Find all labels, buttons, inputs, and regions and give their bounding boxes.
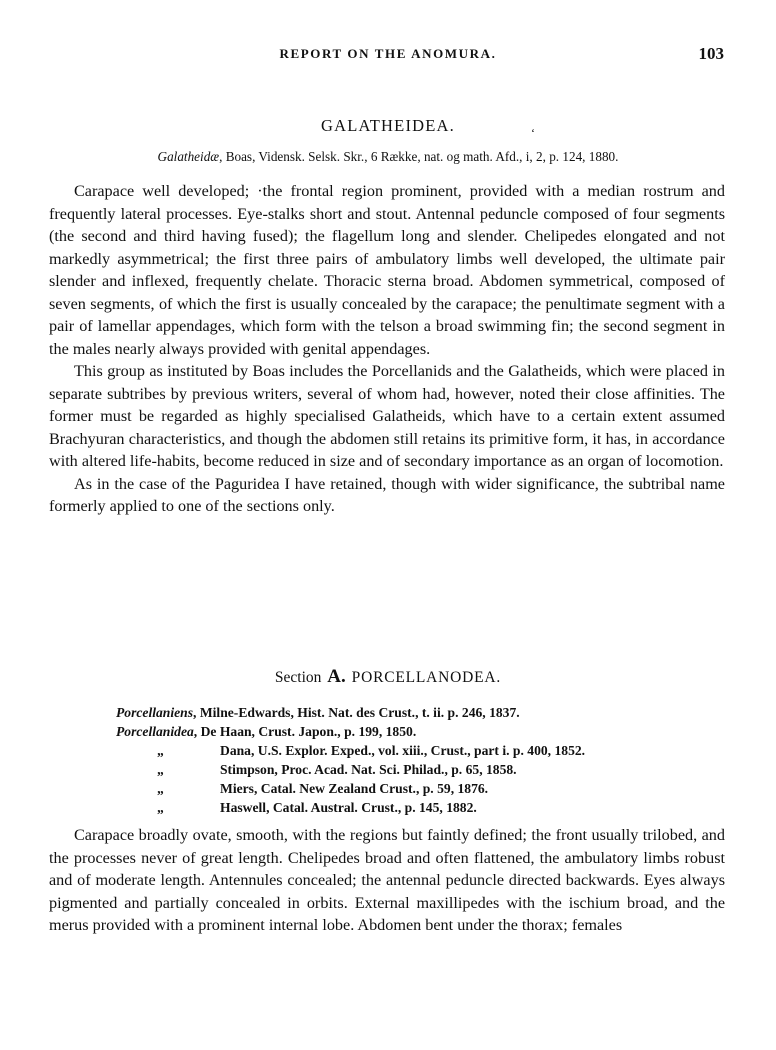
synonym-reference: Stimpson, Proc. Acad. Nat. Sci. Philad., p. 65, 1858. bbox=[220, 762, 517, 777]
synonym-reference: , De Haan, Crust. Japon., p. 199, 1850. bbox=[193, 724, 417, 739]
synonymy-list bbox=[116, 703, 736, 817]
running-head bbox=[0, 44, 776, 68]
paragraph-porcellanodea-characters: Carapace broadly ovate, smooth, with the regions but faintly defined; the front usually trilobed, and the processes never of great length. Chelipedes broad and often flattened, the ambulatory limbs robust and of moderate length. Antennules concealed; the antennal peduncle directed backwards. Eyes always pigmented and partially concealed in orbits. External maxillipedes with the ischium broad, and the merus provided with a prominent internal lobe. Abdomen bent under the thorax; females bbox=[49, 826, 725, 934]
synonym-reference: , Milne-Edwards, Hist. Nat. des Crust., t. ii. p. 246, 1837. bbox=[193, 705, 520, 720]
synonym-name: Porcellanidea bbox=[116, 724, 194, 739]
body-text-porcellanodea bbox=[49, 824, 725, 937]
synonym-name: Porcellaniens bbox=[116, 705, 194, 720]
paragraph-classification: This group as instituted by Boas includes the Porcellanids and the Galatheids, which were placed in separate subtribes by previous writers, several of whom had, however, noted their close affinities. The former must be regarded as highly specialised Galatheids, which have to a certain extent assumed Brachyuran characteristics, and though the abdomen still retains its primitive form, it has, in accordance with altered life-habits, become reduced in size and of secondary importance as an organ of locomotion. bbox=[49, 362, 725, 470]
citation-reference: , Boas, Vidensk. Selsk. Skr., 6 Række, nat. og math. Afd., i, 2, p. 124, 1880. bbox=[219, 149, 619, 164]
subsection-heading bbox=[0, 666, 776, 688]
running-title: REPORT ON THE ANOMURA. bbox=[279, 46, 497, 61]
section-citation bbox=[0, 149, 776, 165]
synonymy-entry bbox=[116, 779, 736, 798]
stray-mark: ʻ bbox=[531, 126, 535, 140]
ditto-mark: „ bbox=[157, 743, 164, 758]
synonym-reference: Dana, U.S. Explor. Exped., vol. xiii., Crust., part i. p. 400, 1852. bbox=[220, 743, 586, 758]
ditto-mark: „ bbox=[157, 762, 164, 777]
subsection-letter: A. bbox=[327, 666, 346, 687]
synonymy-entry bbox=[116, 760, 736, 779]
ditto-mark: „ bbox=[157, 781, 164, 796]
synonym-reference: Miers, Catal. New Zealand Crust., p. 59, 1876. bbox=[220, 781, 489, 796]
paragraph-naming: As in the case of the Paguridea I have retained, though with wider significance, the subtribal name formerly applied to one of the sections only. bbox=[49, 474, 725, 515]
citation-taxon: Galatheidæ bbox=[157, 149, 220, 164]
subsection-prefix: Section bbox=[274, 669, 322, 686]
synonymy-entry bbox=[116, 703, 736, 722]
section-title: GALATHEIDEA. bbox=[320, 116, 455, 135]
page-number: 103 bbox=[698, 44, 724, 63]
synonymy-entry bbox=[116, 798, 736, 817]
synonymy-entry bbox=[116, 741, 736, 760]
subsection-name: PORCELLANODEA. bbox=[351, 669, 502, 686]
body-text-galatheidea bbox=[49, 180, 725, 518]
ditto-mark: „ bbox=[157, 800, 164, 815]
synonymy-entry bbox=[116, 722, 736, 741]
synonym-reference: Haswell, Catal. Austral. Crust., p. 145, 1882. bbox=[220, 800, 477, 815]
paragraph-characters: Carapace well developed; ·the frontal region prominent, provided with a median rostrum and frequently lateral processes. Eye-stalks short and stout. Antennal peduncle composed of four segments (the second and third having fused); the flagellum long and slender. Chelipedes elongated and not markedly asymmetrical; the first three pairs of ambulatory limbs well developed, the ultimate pair slender and inflexed, frequently chelate. Thoracic sterna broad. Abdomen symmetrical, composed of seven segments, of which the first is usually concealed by the carapace; the penultimate segment with a pair of lamellar appendages, which form with the telson a broad swimming fin; the second segment in the males nearly always provided with genital appendages. bbox=[49, 182, 725, 358]
